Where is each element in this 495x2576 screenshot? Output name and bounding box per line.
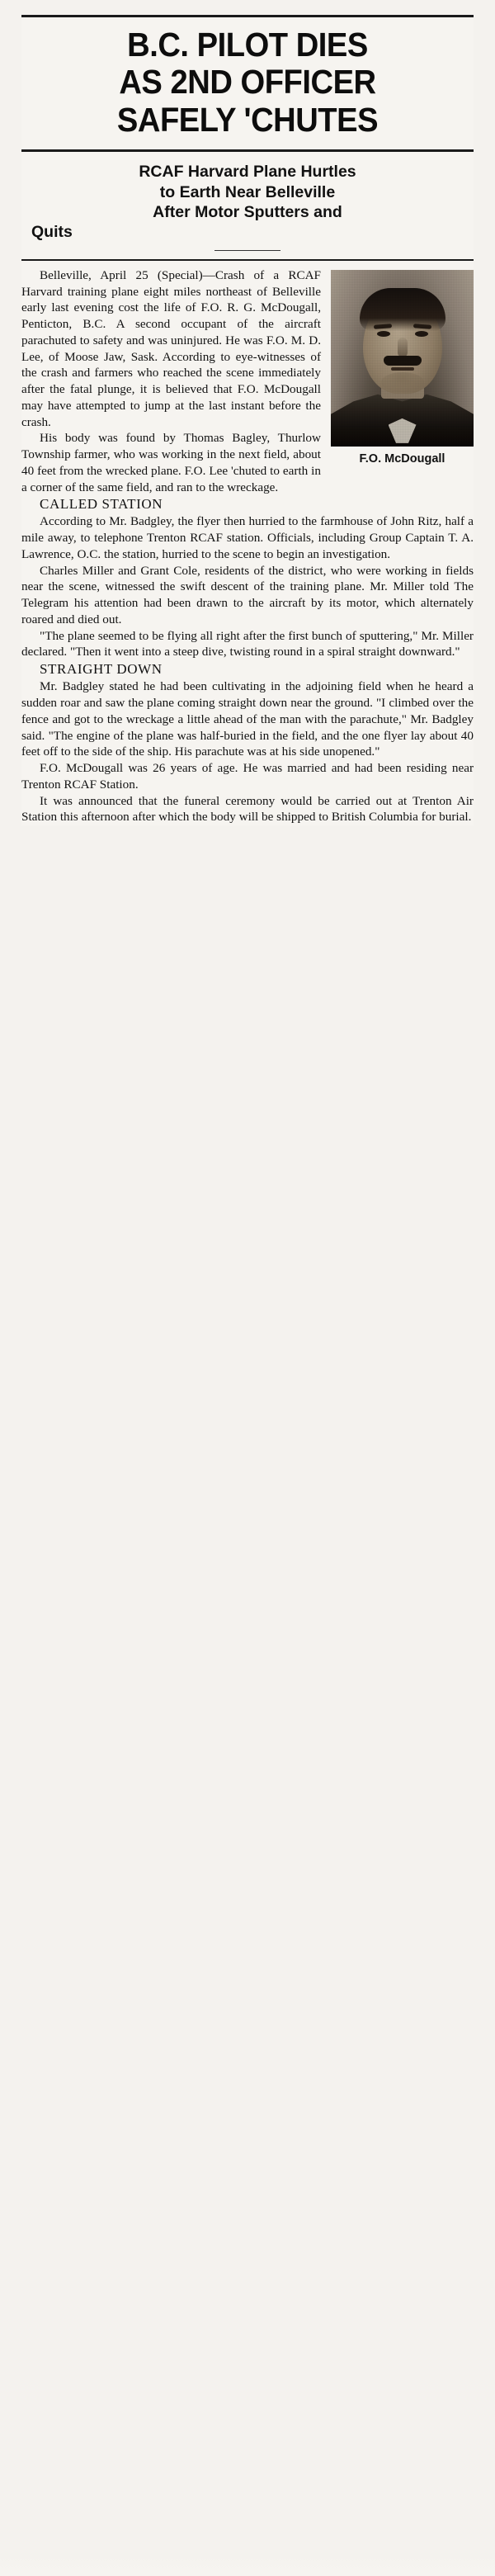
paragraph-3: According to Mr. Badgley, the flyer then hurried to the farmhouse of John Ritz, half a mile away, to telephone Trenton RCAF station. Officials, including Group Captain T. A. Lawrence, O.C. the station, hurried to the scene to begin an investigation. <box>21 514 474 561</box>
paragraph-5: "The plane seemed to be flying all right after the first bunch of sputtering," Mr. Miller declared. "Then it went into a steep dive, twisting round in a spiral straight downward." <box>21 628 474 659</box>
paragraph-lede: Belleville, April 25 (Special)—Crash of a RCAF Harvard training plane eight miles northeast of Belleville early last evening cost the life of F.O. R. G. McDougall, Penticton, B.C. A second occupant of the aircraft parachuted to safety and was uninjured. He was F.O. M. D. Lee, of Moose Jaw, Sask. According to eye-witnesses of the crash and farmers who reached the scene immediately after the fatal plunge, it is believed that F.O. McDougall may have attempted to jump at the last instant before the crash. <box>21 267 321 429</box>
subheadline-block <box>21 152 474 261</box>
subheadline-line-1: RCAF Harvard Plane Hurtles <box>139 163 356 182</box>
subheadline-line-2: to Earth Near Belleville <box>159 182 336 201</box>
paragraph-8: It was announced that the funeral ceremony would be carried out at Trenton Air Station this afternoon after which the body will be shipped to British Columbia for burial. <box>21 793 474 825</box>
crosshead-straight-down: STRAIGHT DOWN <box>40 661 163 678</box>
headline-line-3: SAFELY 'CHUTES <box>116 100 379 139</box>
subheadline-line-4: Quits <box>31 223 73 242</box>
headline-block <box>21 15 474 152</box>
paragraph-2: His body was found by Thomas Bagley, Thurlow Township farmer, who was working in the next field, about 40 feet from the wrecked plane. F.O. Lee 'chuted to earth in a corner of the same field, and ran to the wreckage. <box>21 431 321 494</box>
subheadline-line-3: After Motor Sputters and <box>153 203 342 222</box>
headline-line-2: AS 2ND OFFICER <box>119 63 376 102</box>
subheadline <box>30 162 465 243</box>
photo-halftone-grain <box>331 270 474 447</box>
article-body-container <box>21 15 474 825</box>
photo-caption: F.O. McDougall <box>359 451 446 466</box>
headline-line-1: B.C. PILOT DIES <box>127 26 368 64</box>
article-text <box>21 261 474 825</box>
bottom-fade-overlay <box>0 2555 495 2576</box>
paragraph-7: F.O. McDougall was 26 years of age. He was married and had been residing near Trenton RCAF Station. <box>21 761 474 792</box>
divider-rule <box>214 250 280 251</box>
paragraph-4: Charles Miller and Grant Cole, residents of the district, who were working in fields near the scene, witnessed the swift descent of the training plane. Mr. Miller told The Telegram his attention had been drawn to the aircraft by its motor, which alternately roared and died out. <box>21 563 474 626</box>
photo-figure <box>331 270 474 467</box>
portrait-photo <box>331 270 474 447</box>
paragraph-6: Mr. Badgley stated he had been cultivating in the adjoining field when he heard a sudden roar and saw the plane coming straight down near the ground. "I climbed over the fence and got to the wreckage a little ahead of the man with the parachute," Mr. Badgley said. "The engine of the plane was half-buried in the field, and the one flyer lay about 40 feet off to the side of the ship. His parachute was at his side unopened." <box>21 679 474 759</box>
crosshead-called-station: CALLED STATION <box>40 496 163 513</box>
